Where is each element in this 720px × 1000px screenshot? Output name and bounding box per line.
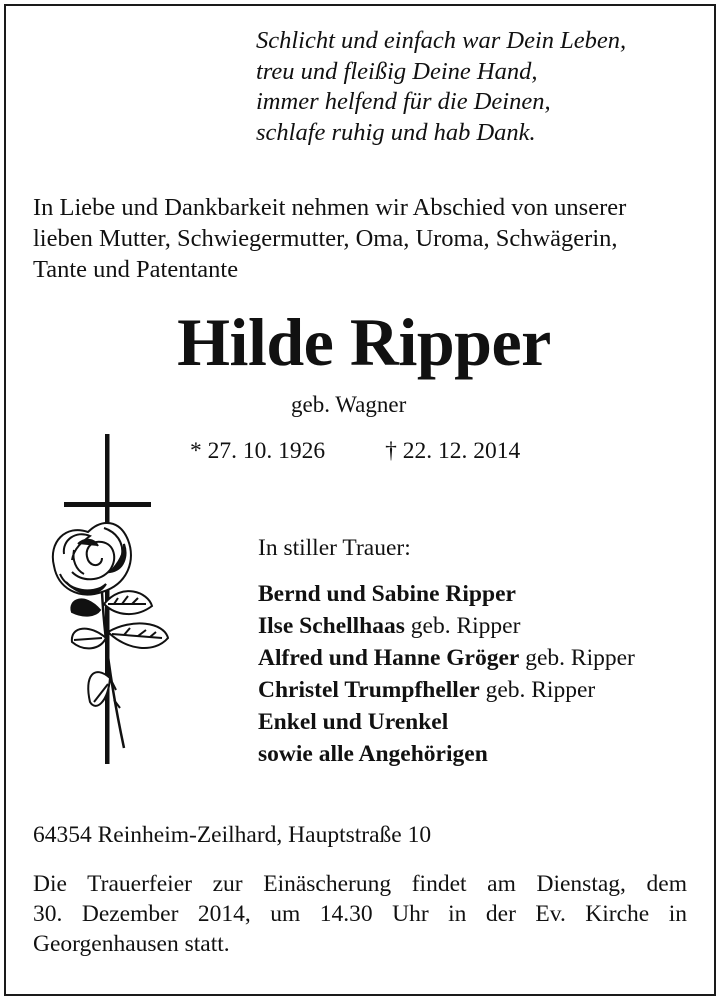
deceased-name: Hilde Ripper	[177, 304, 551, 380]
mourner-name: Ilse Schellhaas	[258, 613, 405, 639]
intro-line: In Liebe und Dankbarkeit nehmen wir Abschied von unserer	[33, 194, 627, 221]
mourner-row	[258, 706, 635, 738]
poem	[256, 26, 626, 148]
intro-line: Tante und Patentante	[33, 256, 239, 283]
birth-date: * 27. 10. 1926	[190, 438, 326, 464]
mourner-row	[258, 610, 635, 642]
cross-rose-illustration	[44, 432, 174, 768]
family-address: 64354 Reinheim-Zeilhard, Hauptstraße 10	[33, 822, 432, 848]
poem-line: treu und fleißig Deine Hand,	[256, 57, 538, 85]
mourner-suffix: geb. Ripper	[404, 613, 521, 639]
mourner-row	[258, 738, 635, 770]
mourner-suffix: geb. Ripper	[479, 677, 596, 703]
mourner-row	[258, 674, 635, 706]
rose-icon	[53, 523, 168, 748]
life-dates	[190, 438, 520, 465]
mourning-heading: In stiller Trauer:	[258, 535, 411, 561]
service-info	[33, 869, 687, 959]
service-line: 30. Dezember 2014, um 14.30 Uhr in der Ev. Kirche in	[33, 901, 687, 927]
mourner-row	[258, 642, 635, 674]
intro-text	[33, 192, 693, 285]
mourners-list	[258, 578, 635, 770]
mourner-name: Christel Trumpfheller	[258, 677, 480, 703]
service-line: Georgenhausen statt.	[33, 931, 230, 957]
mourner-name: Bernd und Sabine Ripper	[258, 581, 516, 607]
mourner-suffix: geb. Ripper	[519, 645, 635, 671]
intro-line: lieben Mutter, Schwiegermutter, Oma, Uroma, Schwägerin,	[33, 225, 618, 252]
mourner-name: Enkel und Urenkel	[258, 709, 449, 735]
maiden-name: geb. Wagner	[291, 392, 407, 417]
death-date: † 22. 12. 2014	[385, 438, 521, 464]
mourner-name: sowie alle Angehörigen	[258, 741, 488, 767]
mourner-row	[258, 578, 635, 610]
poem-line: immer helfend für die Deinen,	[256, 88, 551, 115]
poem-line: schlafe ruhig und hab Dank.	[256, 118, 536, 146]
mourner-name: Alfred und Hanne Gröger	[258, 645, 520, 671]
poem-line: Schlicht und einfach war Dein Leben,	[256, 27, 627, 54]
service-line: Die Trauerfeier zur Einäscherung findet am Dienstag, dem	[33, 871, 687, 897]
